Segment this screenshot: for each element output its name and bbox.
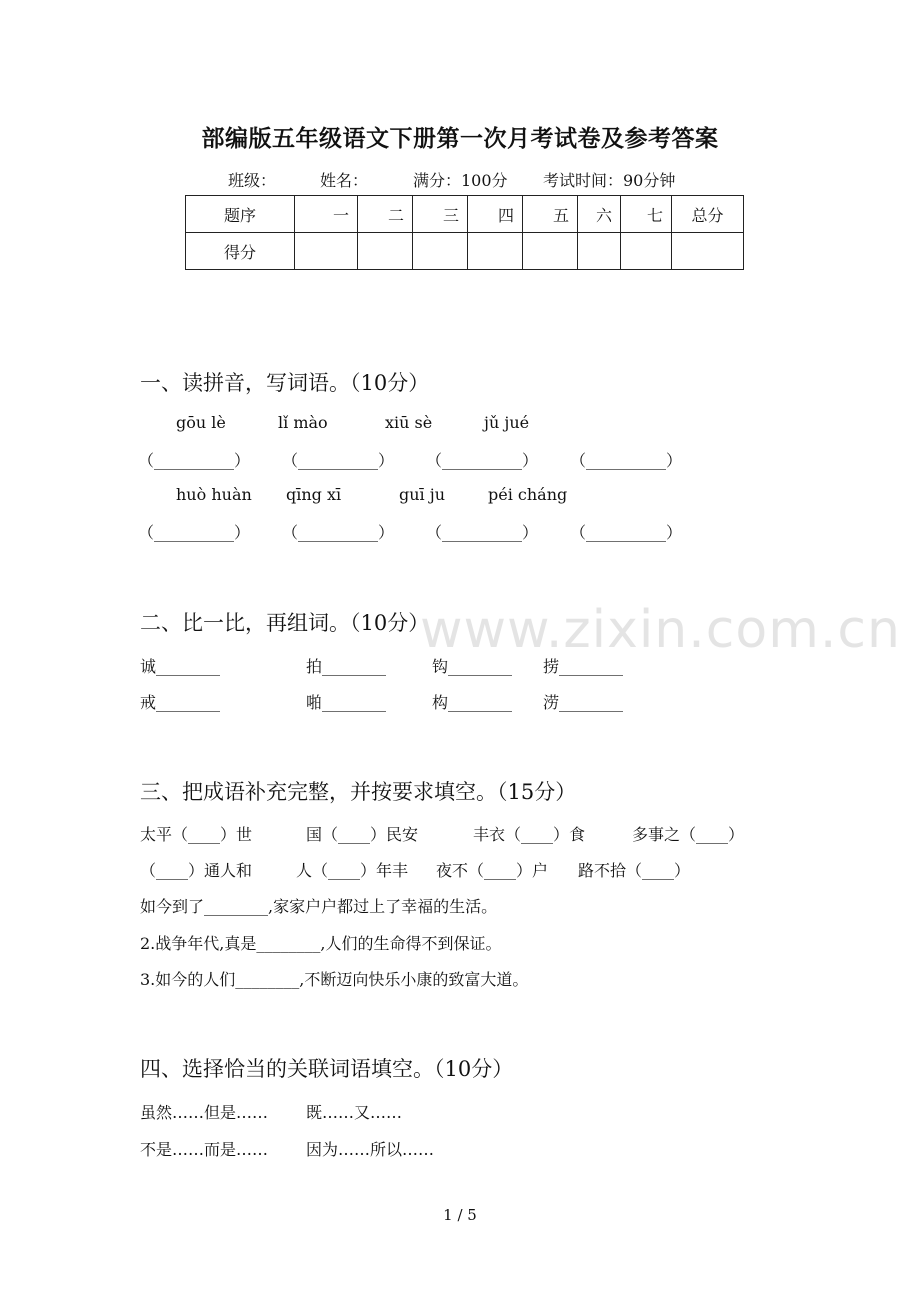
answer-blank[interactable]: （__________） xyxy=(426,451,539,470)
answer-blank[interactable]: （__________） xyxy=(138,523,251,542)
conjunction-option: 虽然……但是…… xyxy=(140,1103,269,1122)
idiom-blank[interactable]: 夜不（____）户 xyxy=(436,861,549,880)
idiom-blank[interactable]: 路不拾（____） xyxy=(578,861,691,880)
header-cell: 六 xyxy=(578,196,621,233)
answer-blank[interactable]: （__________） xyxy=(570,451,683,470)
section-3-heading: 三、把成语补充完整，并按要求填空。（15分） xyxy=(140,780,577,804)
fill-sentence[interactable]: 如今到了________,家家户户都过上了幸福的生活。 xyxy=(140,897,498,916)
header-cell: 三 xyxy=(413,196,468,233)
answer-blank[interactable]: （__________） xyxy=(138,451,251,470)
pinyin: gōu lè xyxy=(176,413,226,432)
word-blank[interactable]: 戒________ xyxy=(140,693,221,712)
fill-sentence[interactable]: 2.战争年代,真是________,人们的生命得不到保证。 xyxy=(140,934,502,953)
word-blank[interactable]: 构________ xyxy=(432,693,513,712)
pinyin: qīng xī xyxy=(286,485,342,504)
score-cell[interactable] xyxy=(413,233,468,270)
page-number: 1 / 5 xyxy=(443,1206,477,1224)
conjunction-option: 因为……所以…… xyxy=(306,1140,435,1159)
score-table xyxy=(185,195,744,270)
header-cell: 总分 xyxy=(672,196,744,233)
exam-time-label: 考试时间：90分钟 xyxy=(543,171,676,190)
idiom-blank[interactable]: 丰衣（____）食 xyxy=(473,825,586,844)
header-cell: 二 xyxy=(358,196,413,233)
word-blank[interactable]: 诚________ xyxy=(140,657,221,676)
pinyin: huò huàn xyxy=(176,485,252,504)
idiom-blank[interactable]: 人（____）年丰 xyxy=(296,861,409,880)
header-cell: 七 xyxy=(621,196,672,233)
header-cell: 五 xyxy=(523,196,578,233)
score-cell[interactable] xyxy=(578,233,621,270)
score-cell[interactable] xyxy=(523,233,578,270)
word-blank[interactable]: 拍________ xyxy=(306,657,387,676)
section-1-heading: 一、读拼音，写词语。（10分） xyxy=(140,371,430,395)
header-cell: 一 xyxy=(295,196,358,233)
answer-blank[interactable]: （__________） xyxy=(570,523,683,542)
exam-info xyxy=(228,168,675,191)
word-blank[interactable]: 钩________ xyxy=(432,657,513,676)
word-blank[interactable]: 涝________ xyxy=(543,693,624,712)
score-cell[interactable] xyxy=(468,233,523,270)
score-cell[interactable] xyxy=(295,233,358,270)
pinyin: lǐ mào xyxy=(278,413,328,432)
score-cell[interactable] xyxy=(672,233,744,270)
idiom-blank[interactable]: （____）通人和 xyxy=(140,861,253,880)
conjunction-option: 不是……而是…… xyxy=(140,1140,269,1159)
pinyin: jǔ jué xyxy=(484,413,530,432)
score-table-header-row xyxy=(186,196,744,233)
pinyin: guī ju xyxy=(399,485,446,504)
section-4-heading: 四、选择恰当的关联词语填空。（10分） xyxy=(140,1057,514,1081)
header-cell: 四 xyxy=(468,196,523,233)
fill-sentence[interactable]: 3.如今的人们________,不断迈向快乐小康的致富大道。 xyxy=(140,970,529,989)
header-cell: 题序 xyxy=(186,196,295,233)
idiom-blank[interactable]: 多事之（____） xyxy=(632,825,745,844)
idiom-blank[interactable]: 太平（____）世 xyxy=(140,825,253,844)
answer-blank[interactable]: （__________） xyxy=(282,451,395,470)
answer-blank[interactable]: （__________） xyxy=(282,523,395,542)
name-label: 姓名： xyxy=(320,171,369,190)
pinyin: xiū sè xyxy=(385,413,433,432)
score-table-score-row xyxy=(186,233,744,270)
score-row-label: 得分 xyxy=(186,233,295,270)
score-cell[interactable] xyxy=(358,233,413,270)
word-blank[interactable]: 啪________ xyxy=(306,693,387,712)
full-score-label: 满分：100分 xyxy=(413,171,508,190)
section-2-heading: 二、比一比，再组词。（10分） xyxy=(140,611,430,635)
score-cell[interactable] xyxy=(621,233,672,270)
document-title: 部编版五年级语文下册第一次月考试卷及参考答案 xyxy=(201,125,719,152)
class-label: 班级： xyxy=(228,171,277,190)
conjunction-option: 既……又…… xyxy=(306,1103,403,1122)
watermark: www.zixin.com.cn xyxy=(420,600,901,660)
answer-blank[interactable]: （__________） xyxy=(426,523,539,542)
pinyin: péi cháng xyxy=(488,485,568,504)
word-blank[interactable]: 捞________ xyxy=(543,657,624,676)
idiom-blank[interactable]: 国（____）民安 xyxy=(306,825,419,844)
